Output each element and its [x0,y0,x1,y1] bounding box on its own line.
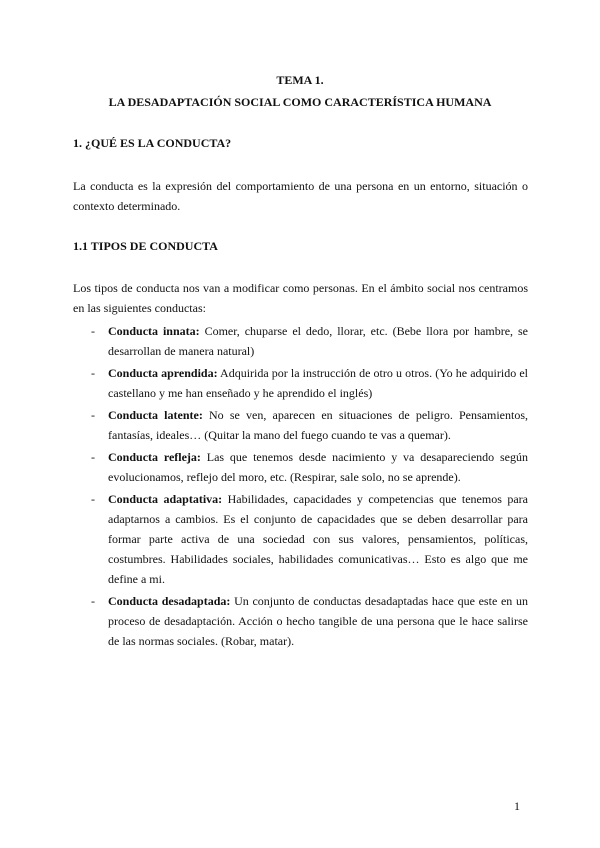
section-heading-conducta: 1. ¿QUÉ ES LA CONDUCTA? [73,136,232,150]
list-item-term: Conducta aprendida: [108,366,218,380]
definition-paragraph: La conducta es la expresión del comportamiento de una persona en un entorno, situación o contexto determinado. [73,179,528,213]
dash-bullet: - [91,408,95,422]
list-item-text: No se ven, aparecen en situaciones de peligro. Pensamientos, fantasías, ideales… (Quitar la mano del fuego cuando te vas a quemar). [108,408,528,442]
list-item [73,489,528,589]
list-item-text: Un conjunto de conductas desadaptadas hace que este en un proceso de desadaptación. Acción o hecho tangible de una persona que le hace salirse de las normas sociales. (Robar, matar). [108,594,528,648]
dash-bullet: - [91,324,95,338]
document-title: TEMA 1. [276,73,324,87]
page-number: 1 [514,799,520,813]
section-heading-tipos: 1.1 TIPOS DE CONDUCTA [73,239,218,253]
list-item-term: Conducta adaptativa: [108,492,223,506]
list-item-term: Conducta innata: [108,324,200,338]
list-item [73,405,528,445]
list-item-text: Las que tenemos desde nacimiento y va desapareciendo según evolucionamos, reflejo del moro, etc. (Respirar, sale solo, no se aprende). [108,450,529,484]
intro-paragraph: Los tipos de conducta nos van a modificar como personas. En el ámbito social nos centramos en las siguientes conductas: [73,281,528,315]
dash-bullet: - [91,366,95,380]
list-item-term: Conducta refleja: [108,450,201,464]
conduct-types-list [73,321,528,653]
list-item [73,447,528,487]
list-item-text: Comer, chuparse el dedo, llorar, etc. (Bebe llora por hambre, se desarrollan de manera natural) [108,324,529,358]
list-item-text: Habilidades, capacidades y competencias que tenemos para adaptarnos a cambios. Es el conjunto de capacidades que se deben desarrollar para formar parte activa de una sociedad con sus valores, pensamientos, políticas, costumbres. Habilidades sociales, habilidades comunicativas… Esto es algo que me define a mi. [108,492,528,586]
list-item-term: Conducta latente: [108,408,203,422]
list-item [73,363,528,403]
dash-bullet: - [91,594,95,608]
list-item-text: Adquirida por la instrucción de otro u otros. (Yo he adquirido el castellano y me han enseñado y he aprendido el inglés) [108,366,528,400]
dash-bullet: - [91,450,95,464]
dash-bullet: - [91,492,95,506]
list-item [73,591,528,651]
document-subtitle: LA DESADAPTACIÓN SOCIAL COMO CARACTERÍSTICA HUMANA [108,95,492,109]
list-item-term: Conducta desadaptada: [108,594,231,608]
list-item [73,321,528,361]
